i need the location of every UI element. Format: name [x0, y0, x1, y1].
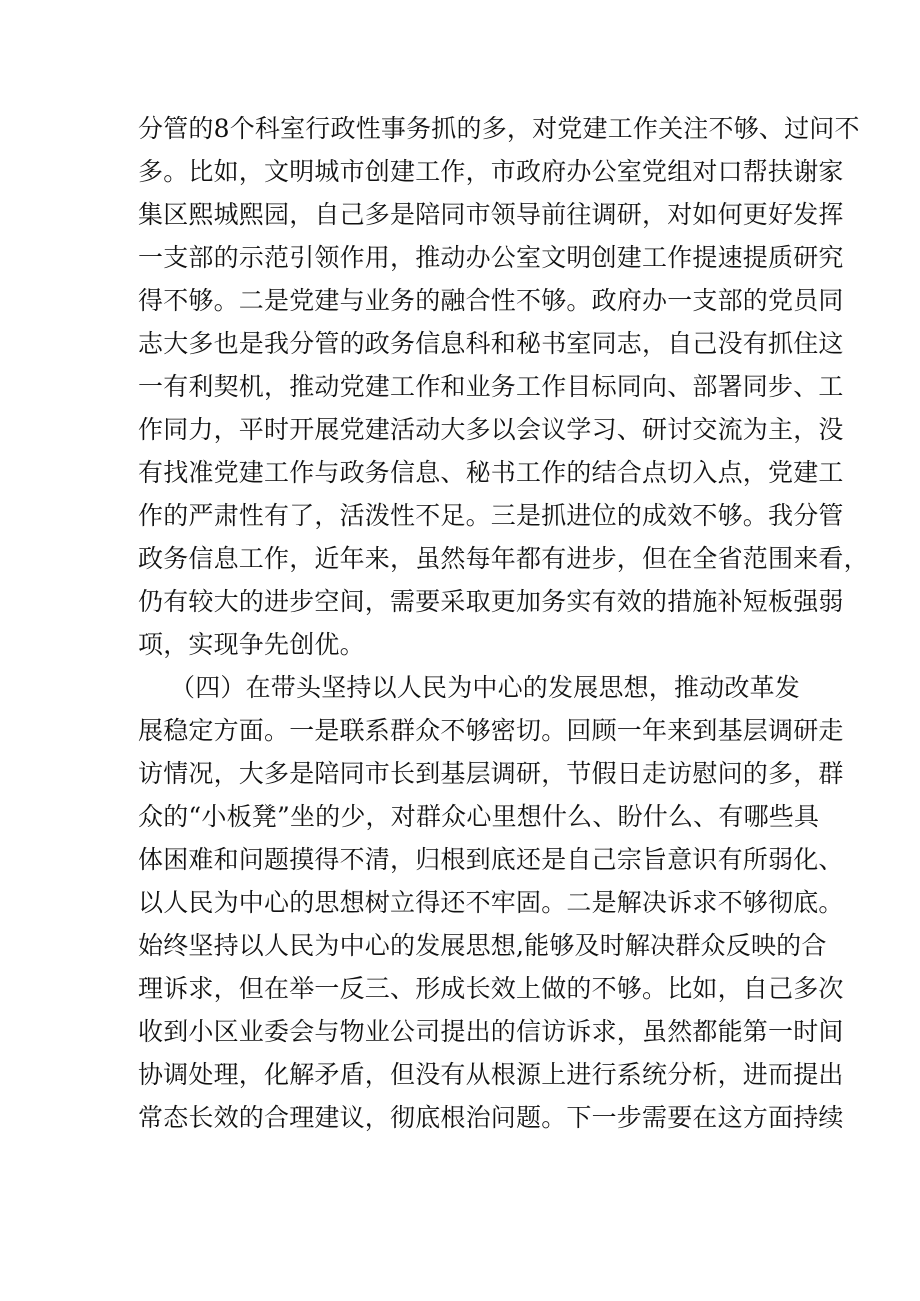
text-line: 一有利契机，推动党建工作和业务工作目标同向、部署同步、工 [138, 372, 844, 401]
text-line: 访情况，大多是陪同市长到基层调研，节假日走访慰问的多，群 [138, 759, 844, 788]
text-line: 仍有较大的进步空间，需要采取更加务实有效的措施补短板强弱 [138, 587, 844, 616]
text-line: 展稳定方面。一是联系群众不够密切。回顾一年来到基层调研走 [138, 716, 844, 745]
text-line: 政务信息工作，近年来，虽然每年都有进步，但在全省范围来看， [138, 544, 869, 573]
text-line: 作的严肃性有了，活泼性不足。三是抓进位的成效不够。我分管 [138, 501, 844, 530]
text-line: 协调处理，化解矛盾，但没有从根源上进行系统分析，进而提出 [138, 1060, 844, 1089]
section-heading-line: （四）在带头坚持以人民为中心的发展思想，推动改革发 [170, 673, 801, 702]
text-line: 始终坚持以人民为中心的发展思想,能够及时解决群众反映的合 [138, 931, 827, 960]
text-line: 一支部的示范引领作用，推动办公室文明创建工作提速提质研究 [138, 243, 844, 272]
text-line: 众的“小板凳”坐的少，对群众心里想什么、盼什么、有哪些具 [138, 802, 820, 831]
text-line: 作同力，平时开展党建活动大多以会议学习、研讨交流为主，没 [138, 415, 844, 444]
text-line: 项，实现争先创优。 [138, 630, 365, 659]
text-line: 志大多也是我分管的政务信息科和秘书室同志，自己没有抓住这 [138, 329, 844, 358]
text-line: 收到小区业委会与物业公司提出的信访诉求，虽然都能第一时间 [138, 1017, 844, 1046]
text-line: 体困难和问题摸得不清，归根到底还是自己宗旨意识有所弱化、 [138, 845, 844, 874]
text-line: 常态长效的合理建议，彻底根治问题。下一步需要在这方面持续 [138, 1103, 844, 1132]
text-line: 分管的8个科室行政性事务抓的多，对党建工作关注不够、过问不 [138, 114, 860, 143]
text-line: 集区熙城熙园，自己多是陪同市领导前往调研，对如何更好发挥 [138, 200, 844, 229]
text-line: 多。比如，文明城市创建工作，市政府办公室党组对口帮扶谢家 [138, 157, 844, 186]
text-line: 理诉求，但在举一反三、形成长效上做的不够。比如，自己多次 [138, 974, 844, 1003]
text-line: 得不够。二是党建与业务的融合性不够。政府办一支部的党员同 [138, 286, 844, 315]
text-line: 以人民为中心的思想树立得还不牢固。二是解决诉求不够彻底。 [138, 888, 844, 917]
text-line: 有找准党建工作与政务信息、秘书工作的结合点切入点，党建工 [138, 458, 844, 487]
body-text [138, 107, 869, 1139]
